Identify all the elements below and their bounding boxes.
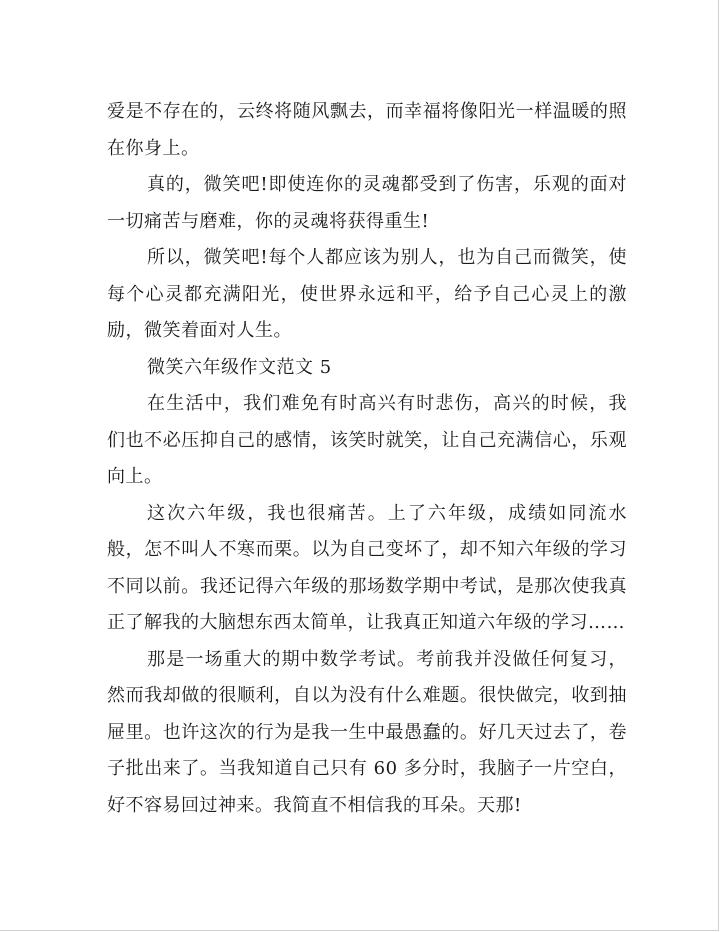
- document-body: [107, 94, 627, 824]
- paragraph: 在生活中，我们难免有时高兴有时悲伤，高兴的时候，我们也不必压抑自己的感情，该笑时就笑，让自己充满信心，乐观向上。: [107, 393, 627, 487]
- section-heading: 微笑六年级作文范文 5: [147, 356, 332, 378]
- paragraph: 真的，微笑吧!即使连你的灵魂都受到了伤害，乐观的面对一切痛苦与磨难，你的灵魂将获得重生!: [107, 174, 627, 232]
- paragraph: 爱是不存在的，云终将随风飘去，而幸福将像阳光一样温暖的照在你身上。: [107, 101, 627, 159]
- paragraph: 所以，微笑吧!每个人都应该为别人，也为自己而微笑，使每个心灵都充满阳光，使世界永远和平，给予自己心灵上的激励，微笑着面对人生。: [107, 247, 627, 341]
- paragraph: 那是一场重大的期中数学考试。考前我并没做任何复习，然而我却做的很顺利，自以为没有什么难题。很快做完，收到抽屉里。也许这次的行为是我一生中最愚蠢的。好几天过去了，卷子批出来了。当我知道自己只有 60 多分时，我脑子一片空白，好不容易回过神来。我简直不相信我的耳朵。天那!: [107, 648, 627, 816]
- paragraph: 这次六年级，我也很痛苦。上了六年级，成绩如同流水般，怎不叫人不寒而栗。以为自己变坏了，却不知六年级的学习不同以前。我还记得六年级的那场数学期中考试，是那次使我真正了解我的大脑想东西太简单，让我真正知道六年级的学习……: [107, 502, 627, 633]
